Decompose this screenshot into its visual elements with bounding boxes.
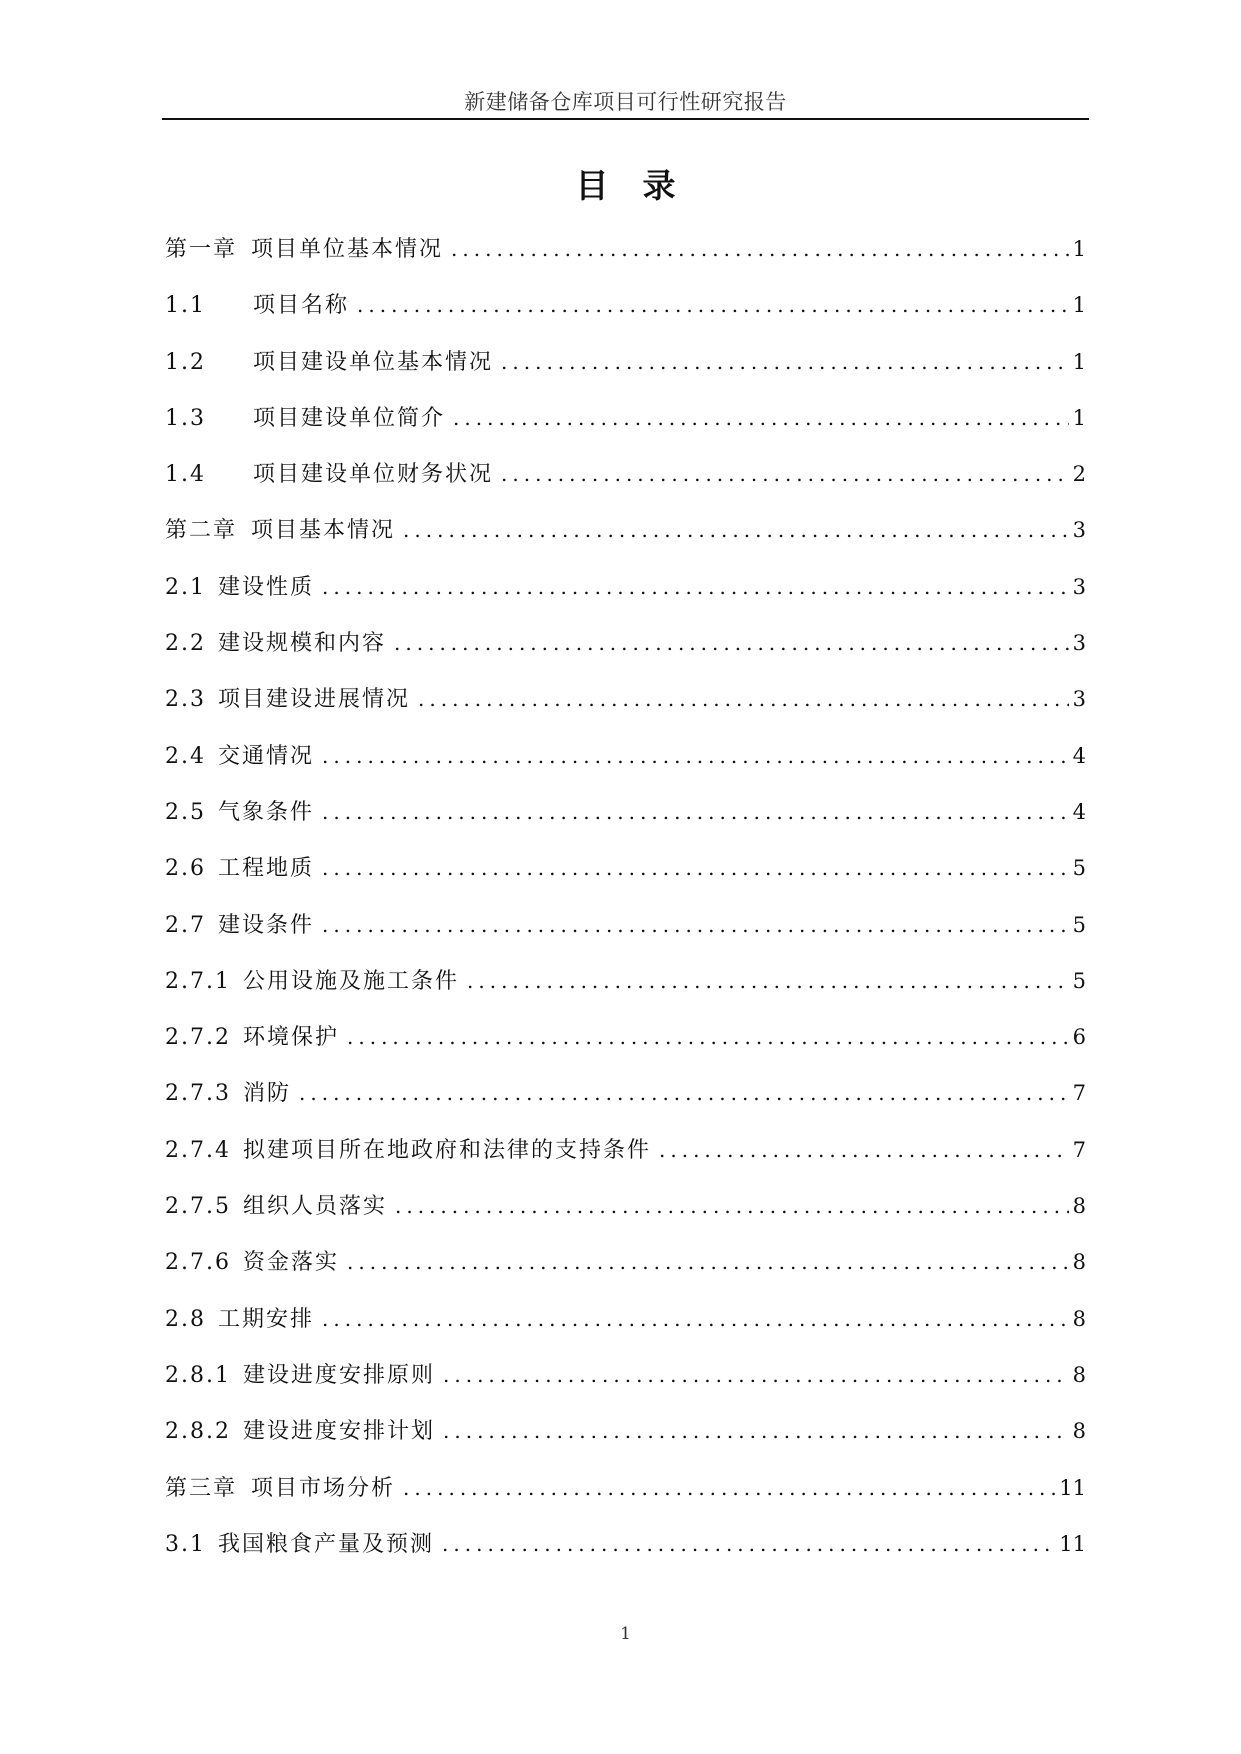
toc-entry-title: 公用设施及施工条件	[242, 968, 459, 994]
toc-entry[interactable]	[165, 1358, 1086, 1414]
toc-entry[interactable]	[165, 739, 1086, 795]
toc-dot-leader	[403, 1476, 1055, 1500]
toc-entry-page: 5	[1072, 912, 1086, 937]
header-rule	[162, 118, 1089, 120]
toc-entry-number: 2.3	[165, 687, 206, 713]
toc-entry-title: 项目单位基本情况	[251, 237, 444, 262]
toc-entry-number: 第一章	[165, 237, 238, 262]
toc-entry-number: 2.8.1	[165, 1362, 231, 1388]
toc-entry-number: 2.7.5	[165, 1194, 231, 1220]
running-header: 新建储备仓库项目可行性研究报告	[464, 90, 787, 114]
toc-dot-leader	[299, 1081, 1069, 1105]
toc-entry-number: 第二章	[165, 518, 238, 544]
toc-entry-page: 4	[1072, 743, 1086, 768]
toc-entry-page: 1	[1072, 405, 1086, 430]
toc-entry-title: 我国粮食产量及预测	[218, 1531, 435, 1557]
toc-dot-leader	[322, 744, 1069, 768]
toc-entry-title: 项目市场分析	[251, 1475, 396, 1501]
toc-entry[interactable]	[165, 1076, 1086, 1132]
toc-entry[interactable]	[165, 626, 1086, 682]
toc-entry-page: 1	[1072, 349, 1086, 374]
toc-entry-page: 7	[1072, 1137, 1086, 1162]
toc-entry-page: 3	[1072, 574, 1086, 599]
toc-entry[interactable]	[165, 570, 1086, 626]
toc-entry[interactable]	[165, 908, 1086, 964]
toc-entry-title: 建设条件	[218, 912, 315, 938]
toc-entry-title: 项目建设进展情况	[218, 687, 411, 713]
toc-dot-leader	[453, 406, 1069, 430]
toc-dot-leader	[394, 631, 1069, 655]
toc-entry-number: 3.1	[165, 1531, 206, 1557]
toc-dot-leader	[347, 1250, 1069, 1274]
toc-entry[interactable]	[165, 964, 1086, 1020]
toc-entry-page: 1	[1072, 293, 1086, 318]
toc-entry-number: 2.7.4	[165, 1137, 231, 1163]
toc-entry-title: 消防	[242, 1081, 291, 1107]
toc-entry-page: 8	[1072, 1419, 1086, 1444]
toc-dot-leader	[395, 1194, 1069, 1218]
toc-entry-number: 第三章	[165, 1475, 238, 1501]
toc-entry-title: 建设性质	[218, 574, 315, 600]
toc-entry-title: 环境保护	[242, 1025, 339, 1051]
toc-entry[interactable]	[165, 682, 1086, 738]
toc-entry-number: 2.7.3	[165, 1081, 231, 1107]
toc-dot-leader	[442, 1532, 1055, 1556]
toc-entry[interactable]	[165, 288, 1086, 344]
toc-entry-number: 1.4	[165, 462, 206, 488]
toc-entry-page: 8	[1072, 1306, 1086, 1331]
toc-entry-number: 2.1	[165, 574, 206, 600]
toc-entry[interactable]	[165, 457, 1086, 513]
toc-entry-title: 资金落实	[242, 1250, 339, 1276]
toc-entry-page: 3	[1072, 631, 1086, 656]
toc-dot-leader	[501, 350, 1069, 374]
toc-entry[interactable]	[165, 1414, 1086, 1470]
toc-entry-page: 5	[1072, 856, 1086, 881]
toc-entry-title: 气象条件	[218, 799, 315, 825]
toc-entry-title: 工期安排	[218, 1306, 315, 1332]
toc-title: 目录	[575, 166, 710, 205]
toc-entry[interactable]	[165, 513, 1086, 569]
toc-entry[interactable]	[165, 1189, 1086, 1245]
toc-dot-leader	[659, 1138, 1069, 1162]
toc-entry[interactable]	[165, 1527, 1086, 1583]
toc-entry-page: 5	[1072, 968, 1086, 993]
toc-entry-title: 交通情况	[218, 743, 315, 769]
toc-entry-page: 11	[1059, 1531, 1086, 1556]
toc-entry-page: 8	[1072, 1250, 1086, 1275]
toc-entry[interactable]	[165, 401, 1086, 457]
toc-dot-leader	[322, 1307, 1069, 1331]
toc-dot-leader	[501, 462, 1069, 486]
toc-dot-leader	[467, 969, 1069, 993]
toc-entry-number: 2.4	[165, 743, 206, 769]
toc-entry[interactable]	[165, 795, 1086, 851]
toc-dot-leader	[418, 687, 1069, 711]
toc-dot-leader	[322, 575, 1069, 599]
toc-dot-leader	[443, 1419, 1069, 1443]
toc-entry-number: 2.7	[165, 912, 206, 938]
toc-entry-title: 工程地质	[218, 856, 315, 882]
toc-entry-title: 项目建设单位简介	[253, 405, 446, 431]
toc-entry-title: 组织人员落实	[242, 1194, 387, 1220]
toc-entry-number: 1.3	[165, 405, 206, 431]
toc-dot-leader	[347, 1025, 1069, 1049]
toc-entry-page: 4	[1072, 799, 1086, 824]
toc-entry[interactable]	[165, 232, 1086, 288]
toc-entry[interactable]	[165, 345, 1086, 401]
toc-entry-number: 1.1	[165, 293, 206, 319]
toc-entry-title: 建设规模和内容	[218, 631, 387, 657]
toc-dot-leader	[403, 518, 1069, 542]
toc-dot-leader	[443, 1363, 1069, 1387]
toc-entry-page: 8	[1072, 1362, 1086, 1387]
toc-entry-title: 项目基本情况	[251, 518, 396, 544]
toc-dot-leader	[322, 913, 1069, 937]
toc-entry-title: 建设进度安排原则	[242, 1362, 435, 1388]
toc-entry-title: 建设进度安排计划	[242, 1419, 435, 1445]
toc-entry-number: 2.2	[165, 631, 206, 657]
toc-entry-number: 2.8	[165, 1306, 206, 1332]
toc-entry-page: 11	[1059, 1475, 1086, 1500]
toc-entry[interactable]	[165, 1245, 1086, 1301]
toc-entry-number: 2.8.2	[165, 1419, 231, 1445]
toc-entry-number: 1.2	[165, 349, 206, 375]
toc-entry-page: 1	[1072, 237, 1086, 261]
toc-entry-title: 拟建项目所在地政府和法律的支持条件	[242, 1137, 651, 1163]
toc-entry-number: 2.6	[165, 856, 206, 882]
toc-entry-number: 2.7.1	[165, 968, 231, 994]
toc-dot-leader	[322, 856, 1069, 880]
toc-entry-page: 8	[1072, 1194, 1086, 1219]
toc-entry[interactable]	[165, 1471, 1086, 1527]
page-number: 1	[620, 1624, 631, 1644]
toc-entry[interactable]	[165, 1020, 1086, 1076]
toc-entry-number: 2.7.2	[165, 1025, 231, 1051]
toc-entry[interactable]	[165, 851, 1086, 907]
toc-entry-page: 7	[1072, 1081, 1086, 1106]
toc-entry[interactable]	[165, 1133, 1086, 1189]
toc-entry-page: 3	[1072, 687, 1086, 712]
toc-dot-leader	[357, 293, 1069, 317]
toc-entry-number: 2.7.6	[165, 1250, 231, 1276]
toc-dot-leader	[322, 800, 1069, 824]
toc-dot-leader	[451, 237, 1069, 261]
table-of-contents	[165, 232, 1086, 1583]
toc-entry-title: 项目建设单位基本情况	[253, 349, 494, 375]
toc-entry-number: 2.5	[165, 799, 206, 825]
toc-entry[interactable]	[165, 1302, 1086, 1358]
toc-entry-page: 3	[1072, 518, 1086, 543]
toc-entry-title: 项目建设单位财务状况	[253, 462, 494, 488]
toc-entry-title: 项目名称	[253, 293, 350, 319]
toc-entry-page: 2	[1072, 462, 1086, 487]
toc-entry-page: 6	[1072, 1025, 1086, 1050]
